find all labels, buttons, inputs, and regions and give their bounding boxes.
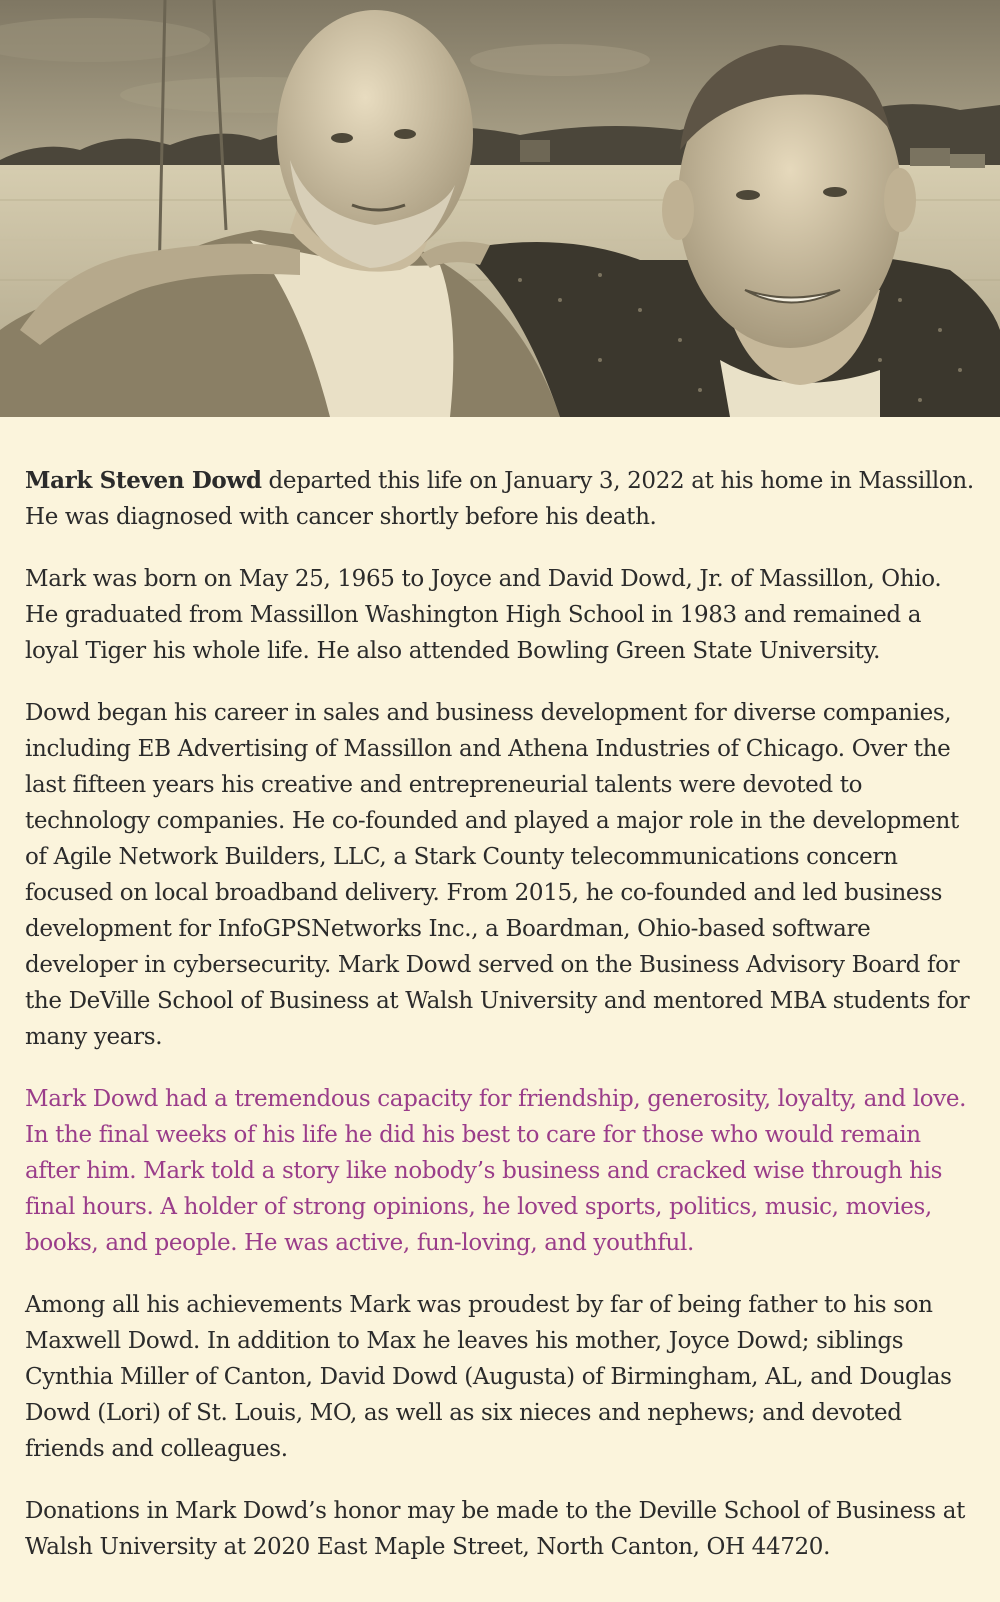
paragraph-character: Mark Dowd had a tremendous capacity for friendship, generosity, loyalty, and love. In the final weeks of his life he did his best to care for those who would remain after him. Mark told a story like nobody’s business and cracked wise through his final hours. A holder of strong opinions, he loved sports, politics, music, movies, books, and people. He was active, fun-loving, and youthful. — [25, 1086, 967, 1256]
photo-illustration — [0, 0, 1000, 417]
paragraph-early-life: Mark was born on May 25, 1965 to Joyce and David Dowd, Jr. of Massillon, Ohio. He graduated from Massillon Washington High School in 1983 and remained a loyal Tiger his whole life. He also attended Bowling Green State University. — [25, 566, 942, 664]
photo-father-and-son — [0, 0, 1000, 417]
paragraph-intro-text: departed this life on January 3, 2022 at his home in Massillon. He was diagnosed with cancer shortly before his death. — [25, 468, 974, 530]
paragraph-intro — [25, 463, 975, 535]
deceased-name: Mark Steven Dowd — [25, 467, 262, 494]
paragraph-career: Dowd began his career in sales and business development for diverse companies, including EB Advertising of Massillon and Athena Industries of Chicago. Over the last fifteen years his creative and entrepreneurial talents were devoted to technology companies. He co-founded and played a major role in the development of Agile Network Builders, LLC, a Stark County telecommunications concern focused on local broadband delivery. From 2015, he co-founded and led business development for InfoGPSNetworks Inc., a Boardman, Ohio-based software developer in cybersecurity. Mark Dowd served on the Business Advisory Board for the DeVille School of Business at Walsh University and mentored MBA students for many years. — [25, 700, 970, 1050]
obituary-text — [25, 463, 975, 1591]
paragraph-survivors: Among all his achievements Mark was proudest by far of being father to his son Maxwell Dowd. In addition to Max he leaves his mother, Joyce Dowd; siblings Cynthia Miller of Canton, David Dowd (Augusta) of Birmingham, AL, and Douglas Dowd (Lori) of St. Louis, MO, as well as six nieces and nephews; and devoted friends and colleagues. — [25, 1292, 952, 1462]
paragraph-donations: Donations in Mark Dowd’s honor may be made to the Deville School of Business at Walsh University at 2020 East Maple Street, North Canton, OH 44720. — [25, 1498, 965, 1560]
